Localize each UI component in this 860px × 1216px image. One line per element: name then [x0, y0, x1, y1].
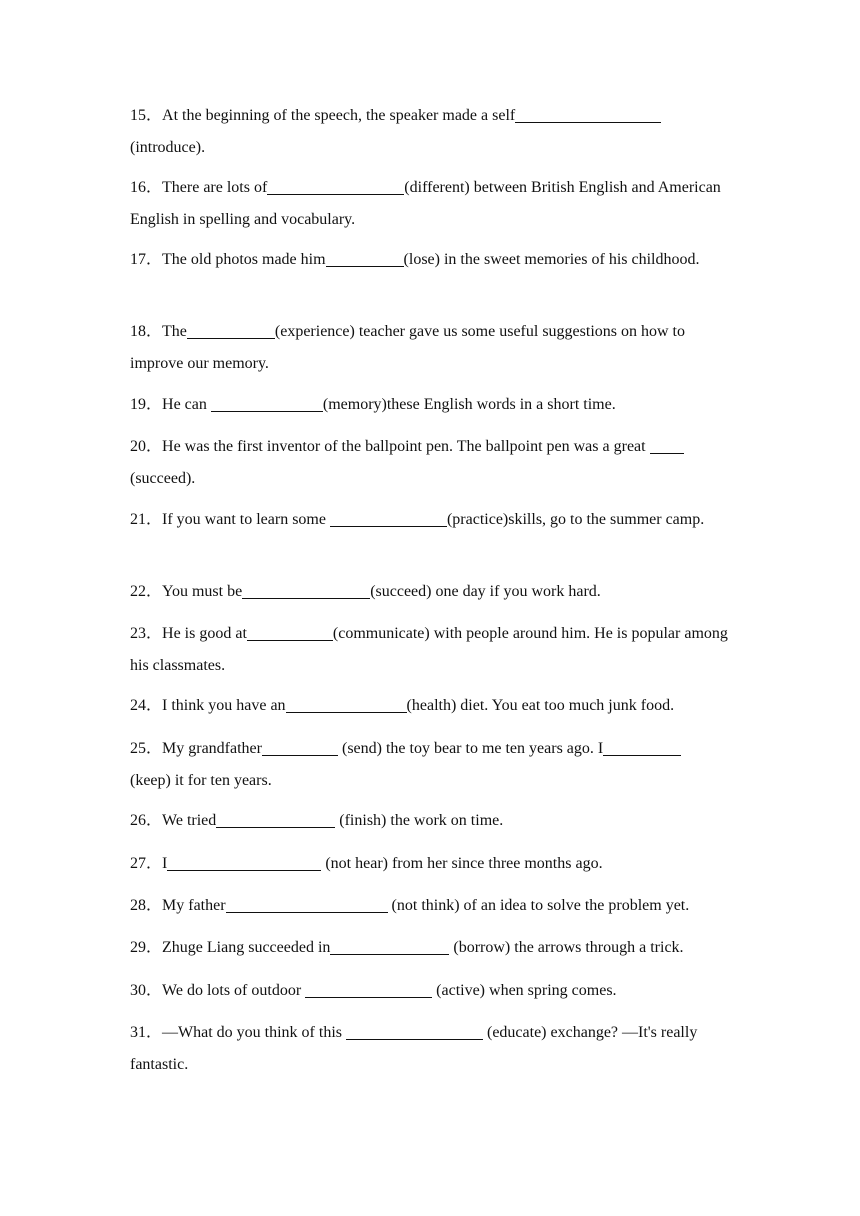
question-21 — [130, 504, 735, 536]
question-number: 24． — [130, 697, 163, 714]
question-31 — [130, 1017, 735, 1081]
question-30 — [130, 975, 735, 1007]
question-26 — [130, 805, 735, 837]
answer-blank[interactable] — [286, 694, 407, 713]
question-text: (borrow) the arrows through a trick. — [449, 939, 684, 956]
question-24 — [130, 690, 735, 722]
question-text: (not think) of an idea to solve the problem yet. — [387, 897, 690, 914]
answer-blank[interactable] — [346, 1021, 483, 1040]
question-text: (educate) exchange? —It's really fantastic. — [130, 1024, 698, 1073]
question-number: 22． — [130, 583, 163, 600]
answer-blank[interactable] — [247, 622, 333, 641]
answer-blank[interactable] — [267, 176, 404, 195]
question-18 — [130, 316, 735, 380]
question-number: 27． — [130, 855, 163, 872]
answer-blank[interactable] — [226, 894, 388, 913]
question-text: If you want to learn some — [162, 511, 330, 528]
question-text: At the beginning of the speech, the speaker made a self — [162, 107, 516, 124]
question-text: (send) the toy bear to me ten years ago. I — [337, 740, 604, 757]
question-text: (experience) teacher gave us some useful suggestions on how to improve our memory. — [130, 323, 685, 372]
answer-blank[interactable] — [305, 979, 432, 998]
question-20 — [130, 431, 735, 495]
question-number: 18． — [130, 323, 163, 340]
question-text: I think you have an — [162, 697, 286, 714]
question-text: (communicate) with people around him. He is popular among his classmates. — [130, 625, 728, 674]
question-text: (health) diet. You eat too much junk food. — [406, 697, 675, 714]
question-text: (finish) the work on time. — [335, 812, 504, 829]
question-text: (active) when spring comes. — [432, 982, 617, 999]
question-number: 20． — [130, 438, 163, 455]
question-text: He was the first inventor of the ballpoint pen. The ballpoint pen was a great — [162, 438, 650, 455]
answer-blank[interactable] — [262, 737, 338, 756]
question-text: The old photos made him — [162, 251, 326, 268]
question-text: (different) between British English and American English in spelling and vocabulary. — [130, 179, 721, 228]
question-text: We tried — [162, 812, 217, 829]
question-text: My grandfather — [162, 740, 262, 757]
question-23 — [130, 618, 735, 682]
answer-blank[interactable] — [515, 104, 661, 123]
question-17 — [130, 244, 735, 276]
question-text: My father — [162, 897, 226, 914]
question-number: 16． — [130, 179, 163, 196]
question-text: (practice)skills, go to the summer camp. — [446, 511, 705, 528]
question-text: (lose) in the sweet memories of his childhood. — [403, 251, 700, 268]
question-text: (not hear) from her since three months ago. — [321, 855, 603, 872]
question-text: —What do you think of this — [162, 1024, 346, 1041]
question-number: 15． — [130, 107, 163, 124]
answer-blank[interactable] — [187, 320, 275, 339]
question-text: There are lots of — [162, 179, 268, 196]
question-text: (introduce). — [130, 139, 206, 156]
question-number: 19． — [130, 396, 163, 413]
question-text: You must be — [162, 583, 243, 600]
question-text: We do lots of outdoor — [162, 982, 306, 999]
question-15 — [130, 100, 735, 164]
question-text: (memory)these English words in a short time. — [322, 396, 616, 413]
question-number: 17． — [130, 251, 163, 268]
question-25 — [130, 733, 735, 797]
answer-blank[interactable] — [326, 248, 404, 267]
answer-blank[interactable] — [211, 393, 323, 412]
question-number: 29． — [130, 939, 163, 956]
question-19 — [130, 389, 735, 421]
answer-blank[interactable] — [216, 809, 335, 828]
question-number: 28． — [130, 897, 163, 914]
question-text: (succeed) one day if you work hard. — [370, 583, 601, 600]
question-number: 23． — [130, 625, 163, 642]
question-number: 26． — [130, 812, 163, 829]
question-number: 30． — [130, 982, 163, 999]
question-text: The — [162, 323, 187, 340]
question-number: 21． — [130, 511, 163, 528]
question-text: I — [162, 855, 168, 872]
question-text: (keep) it for ten years. — [130, 772, 272, 789]
question-text: He is good at — [162, 625, 247, 642]
question-text: He can — [162, 396, 211, 413]
question-22 — [130, 576, 735, 608]
answer-blank[interactable] — [330, 508, 447, 527]
question-text: Zhuge Liang succeeded in — [162, 939, 331, 956]
answer-blank[interactable] — [603, 737, 681, 756]
question-28 — [130, 890, 735, 922]
question-number: 25． — [130, 740, 163, 757]
question-number: 31． — [130, 1024, 163, 1041]
answer-blank[interactable] — [242, 580, 370, 599]
answer-blank[interactable] — [330, 936, 449, 955]
question-29 — [130, 932, 735, 964]
answer-blank[interactable] — [167, 852, 321, 871]
question-text: (succeed). — [130, 470, 196, 487]
question-27 — [130, 848, 735, 880]
question-16 — [130, 172, 735, 236]
answer-blank[interactable] — [650, 435, 684, 454]
